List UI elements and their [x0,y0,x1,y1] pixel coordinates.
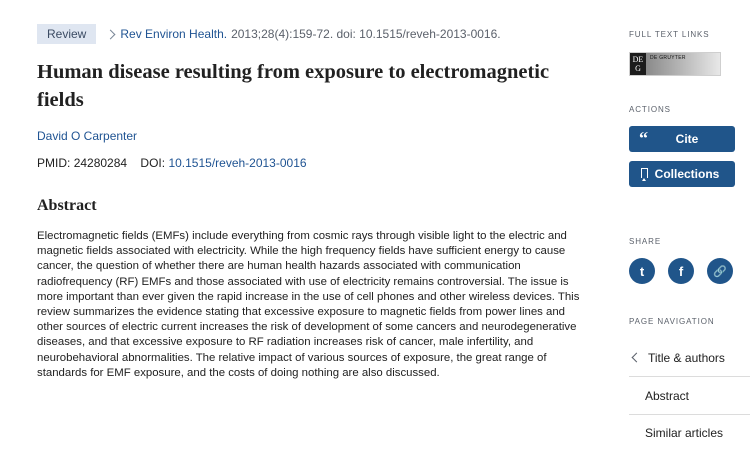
article-ids [37,156,307,170]
nav-item-similar-articles[interactable] [629,414,750,451]
doi-label: DOI: [140,156,166,170]
journal-link[interactable]: Rev Environ Health. [120,27,228,41]
facebook-icon[interactable]: f [668,258,694,284]
bookmark-icon [641,168,648,178]
article-source-row [37,24,501,44]
collections-label: Collections [654,167,720,181]
page-navigation-label: PAGE NAVIGATION [629,317,715,326]
quote-icon: “ [639,128,648,148]
nav-item-label: Abstract [645,388,690,403]
nav-item-abstract[interactable] [629,377,750,414]
collections-button[interactable] [629,161,735,187]
chevron-left-icon [632,353,642,363]
publication-type-badge: Review [37,24,96,44]
nav-item-title-authors[interactable] [629,339,750,376]
publisher-logo-mark: DE G [630,53,646,75]
abstract-heading: Abstract [37,197,97,214]
full-text-links-label: FULL TEXT LINKS [629,30,710,39]
author-link[interactable]: David O Carpenter [37,129,138,143]
nav-item-label: Similar articles [645,425,724,440]
abstract-text: Electromagnetic fields (EMFs) include everything from cosmic rays through visible light to the electric and magnetic fields associated with electricity. While the high frequency fields have sufficient energy to cause cancer, the question of whether there are human health hazards associated with communication radiofrequency (RF) EMFs and those associated with use of electricity remains controversial. The issue is more important than ever given the rapid increase in the use of cell phones and other wireless devices. This review summarizes the evidence stating that excessive exposure to magnetic fields from power lines and other sources of electric current increases the risk of development of some cancers and neurodegenerative diseases, and that excessive exposure to RF radiation increases risk of cancer, male infertility, and neurobehavioral abnormalities. The relative impact of various sources of exposure, the great range of standards for EMF exposure, and the costs of doing nothing are also discussed. [37,230,580,379]
nav-item-label: Title & authors [648,350,725,365]
pmid-label: PMID: [37,156,71,170]
pmid-value: 24280284 [73,156,128,170]
twitter-icon[interactable]: t [629,258,655,284]
doi-link[interactable]: 10.1515/reveh-2013-0016 [168,156,307,170]
publisher-logo-text: DE GRUYTER [650,55,686,61]
citation-text: 2013;28(4):159-72. doi: 10.1515/reveh-2013-0016. [231,27,501,41]
link-icon[interactable]: 🔗 [707,258,733,284]
article-title: Human disease resulting from exposure to electromagnetic fields [37,61,550,111]
publisher-logo-link[interactable] [629,52,721,76]
share-label: SHARE [629,237,662,246]
actions-label: ACTIONS [629,105,671,114]
cite-button[interactable] [629,126,735,152]
publisher-logo-band [646,53,720,75]
chevron-right-icon [106,29,116,39]
cite-label: Cite [675,132,699,146]
